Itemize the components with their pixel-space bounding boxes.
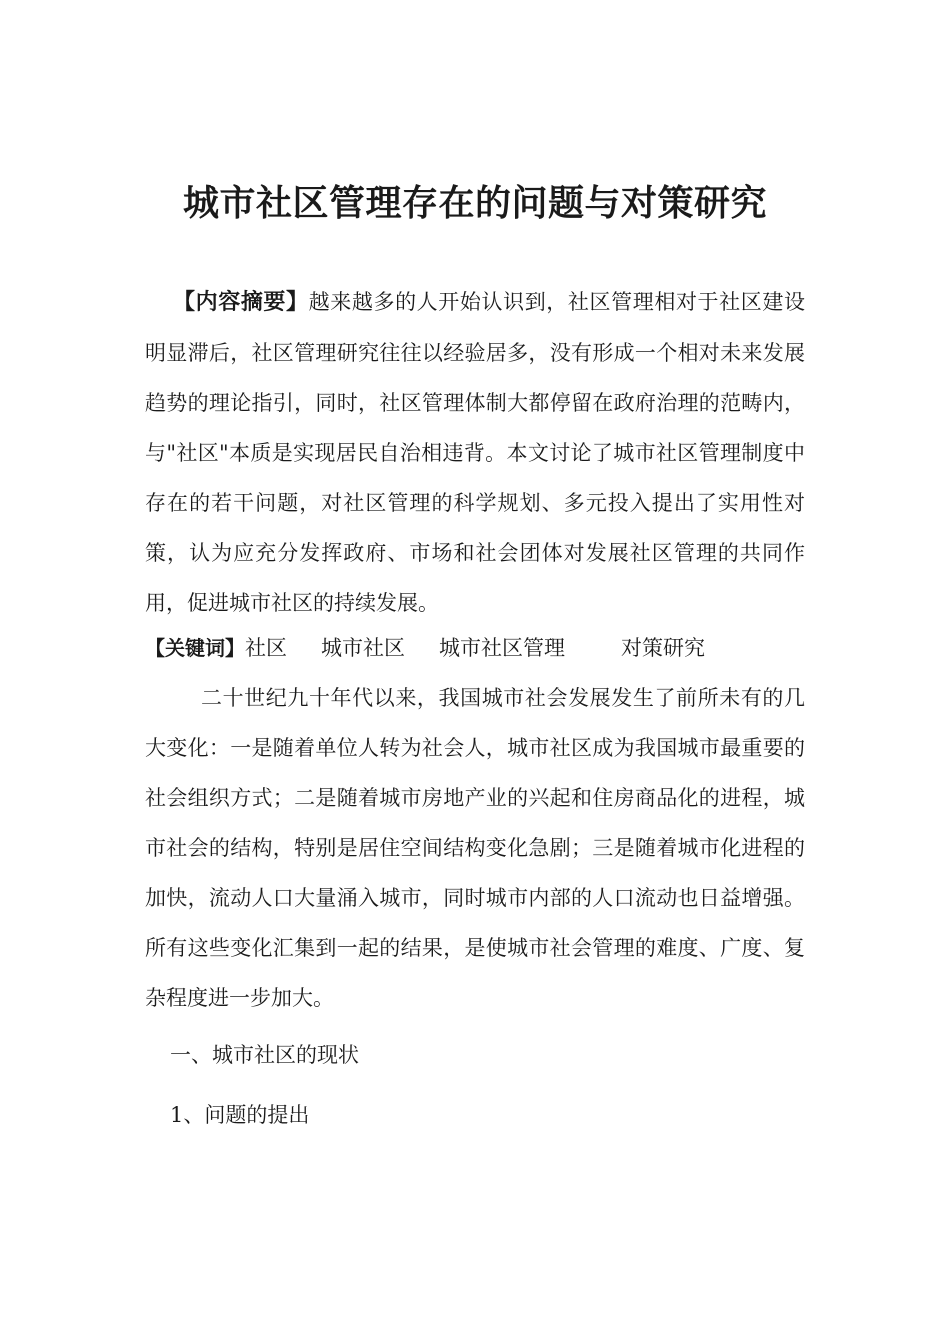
- document-title: 城市社区管理存在的问题与对策研究: [182, 183, 767, 224]
- keywords-label: 【关键词】: [145, 636, 245, 660]
- keyword-item: 城市社区: [321, 636, 405, 660]
- intro-paragraph: 二十世纪九十年代以来，我国城市社会发展发生了前所未有的几大变化：一是随着单位人转为社会人，城市社区成为我国城市最重要的社会组织方式；二是随着城市房地产业的兴起和住房商品化的进程，城市社会的结构，特别是居住空间结构变化急剧；三是随着城市化进程的加快，流动人口大量涌入城市，同时城市内部的人口流动也日益增强。所有这些变化汇集到一起的结果，是使城市社会管理的难度、广度、复杂程度进一步加大。: [145, 686, 805, 1010]
- keyword-item: 对策研究: [621, 636, 705, 660]
- section-heading: 一、城市社区的现状: [170, 1043, 359, 1067]
- subsection-heading: 1、问题的提出: [170, 1103, 310, 1127]
- abstract-paragraph: [145, 277, 805, 628]
- abstract-label: 【内容摘要】: [173, 290, 309, 315]
- keyword-item: 城市社区管理: [439, 636, 565, 660]
- abstract-text: 越来越多的人开始认识到，社区管理相对于社区建设明显滞后，社区管理研究往往以经验居多，没有形成一个相对未来发展趋势的理论指引，同时，社区管理体制大都停留在政府治理的范畴内，与"社区"本质是实现居民自治相违背。本文讨论了城市社区管理制度中存在的若干问题，对社区管理的科学规划、多元投入提出了实用性对策，认为应充分发挥政府、市场和社会团体对发展社区管理的共同作用，促进城市社区的持续发展。: [145, 290, 805, 615]
- keyword-item: 社区: [245, 636, 287, 660]
- keywords-line: [145, 623, 805, 673]
